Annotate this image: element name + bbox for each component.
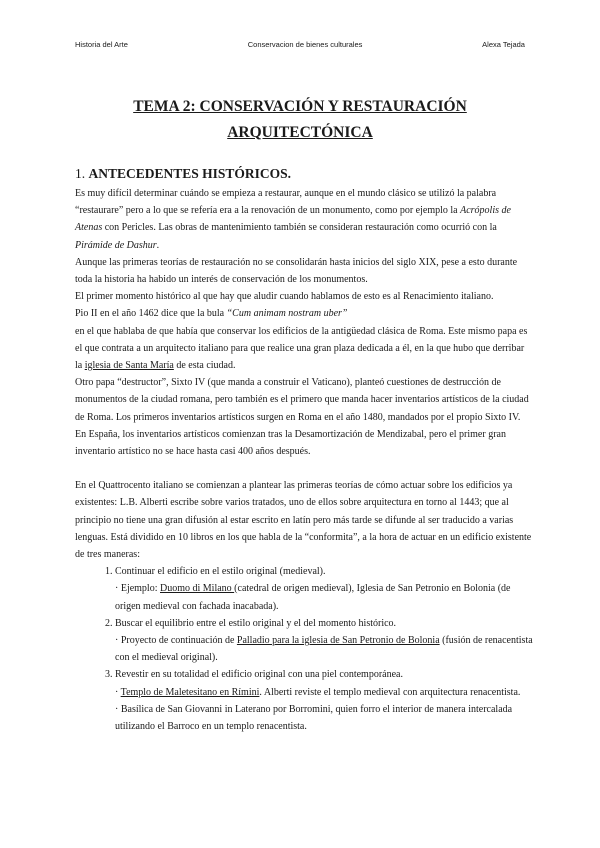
text-run: . [156,239,160,251]
text-run: · Proyecto de continuación de [115,635,237,647]
italic-quote: “Cum animam nostram uber” [226,308,348,320]
text-run: Pio II en el año 1462 dice que la bula [75,308,227,320]
section-heading [75,164,533,183]
page-title [60,94,540,146]
text-run: (fusión de renacentista con el medieval original). [115,635,533,664]
list-item-text: 3. Revestir en su totalidad el edificio original con una piel contemporánea. [115,669,403,681]
list-item-example [115,580,533,614]
paragraph-2: Aunque las primeras teorías de restauración no se consolidarán hasta inicios del siglo XIX, pese a esto durante toda la historia ha habido un interés de conservación de los monumentos. [75,256,518,286]
underlined-link[interactable]: Duomo di Milano [160,583,235,595]
paragraph-1 [75,185,533,254]
list-item [115,563,533,615]
underlined-link[interactable]: iglesia de Santa María [84,360,174,372]
underlined-link[interactable]: Palladio para la iglesia de San Petronio de Bolonia [236,635,440,647]
paragraph-3: El primer momento histórico al que hay que aludir cuando hablamos de esto es al Renacimiento italiano. [75,291,494,303]
title-line-1: TEMA 2: CONSERVACIÓN Y RESTAURACIÓN [133,98,467,115]
italic-term: Acrópolis de Atenas [75,205,511,234]
list-item-text: 2. Buscar el equilibrio entre el estilo original y el del momento histórico. [115,617,397,629]
methods-list [75,563,533,735]
title-line-2: ARQUITECTÓNICA [227,124,373,141]
underlined-link[interactable]: Templo de Maletesitano en Rímini [120,686,260,698]
document-body [75,164,533,735]
italic-term: Pirámide de Dashur [75,239,157,251]
text-run: · [115,686,121,698]
header-subject: Conservacion de bienes culturales [247,40,363,49]
text-run: (catedral de origen medieval), Iglesia de San Petronio en Bolonia (de origen medieval con fachada inacabada). [115,583,511,612]
list-item-example [115,632,533,666]
list-item [115,615,533,667]
section-number: 1. [75,166,86,181]
text-run: Es muy difícil determinar cuándo se empieza a restaurar, aunque en el mundo clásico se utilizó la palabra “restaurare” pero a lo que se refería era a la renovación de un monumento, como por ejemplo la [75,188,497,217]
text-run: · Ejemplo: [115,583,160,595]
header-course: Historia del Arte [75,40,128,49]
paragraph-6: Otro papa “destructor”, Sixto IV (que manda a construir el Vaticano), planteó cuestiones de destrucción de monumentos de la ciudad romana, pero también es el primero que manda hacer inventarios artísticos de la ciudad de Roma. Los primeros inventarios artísticos surgen en Roma en el año 1480, mandados por el propio Sixto IV. En España, los inventarios artísticos comienzan tras la Desamortización de Mendizabal, pero el primer gran inventario artístico no se hace hasta casi 400 años después. [75,377,529,458]
page-header [75,40,525,49]
paragraph-7: En el Quattrocento italiano se comienzan a plantear las primeras teorías de cómo actuar sobre los edificios ya existentes: L.B. Alberti escribe sobre varios tratados, uno de ellos sobre arquitectura en torno al 1443; que al principio no tiene una gran difusión al estar escrito en latín pero más tarde se difunde al ser traducido a varias lenguas. Está dividido en 10 libros en los que habla de la “conformita”, a la hora de actuar en un edificio existente de tres maneras: [75,480,532,561]
paragraph-5 [75,323,533,375]
paragraph-4 [75,305,533,322]
text-run: de esta ciudad. [173,360,236,372]
text-run: con Pericles. Las obras de mantenimiento también se consideran restauración como ocurrió con la [102,222,497,234]
text-run: en el que hablaba de que había que conservar los edificios de la antigüedad clásica de Roma. Este mismo papa es el que contrata a un arquitecto italiano para que realice una gran plaza dedicada a él, en la que hubo que derribar la [75,325,528,372]
spacer [75,460,533,477]
list-item-text: 1. Continuar el edificio en el estilo original (medieval). [115,566,326,578]
section-title: ANTECEDENTES HISTÓRICOS. [88,166,292,181]
header-author: Alexa Tejada [482,40,525,49]
list-item-example [115,684,533,701]
text-run: . Alberti reviste el templo medieval con arquitectura renacentista. [259,686,521,698]
list-item [115,666,533,735]
list-item-example: · Basílica de San Giovanni in Laterano por Borromini, quien forro el interior de manera intercalada utilizando el Barroco en un templo renacentista. [115,703,513,733]
